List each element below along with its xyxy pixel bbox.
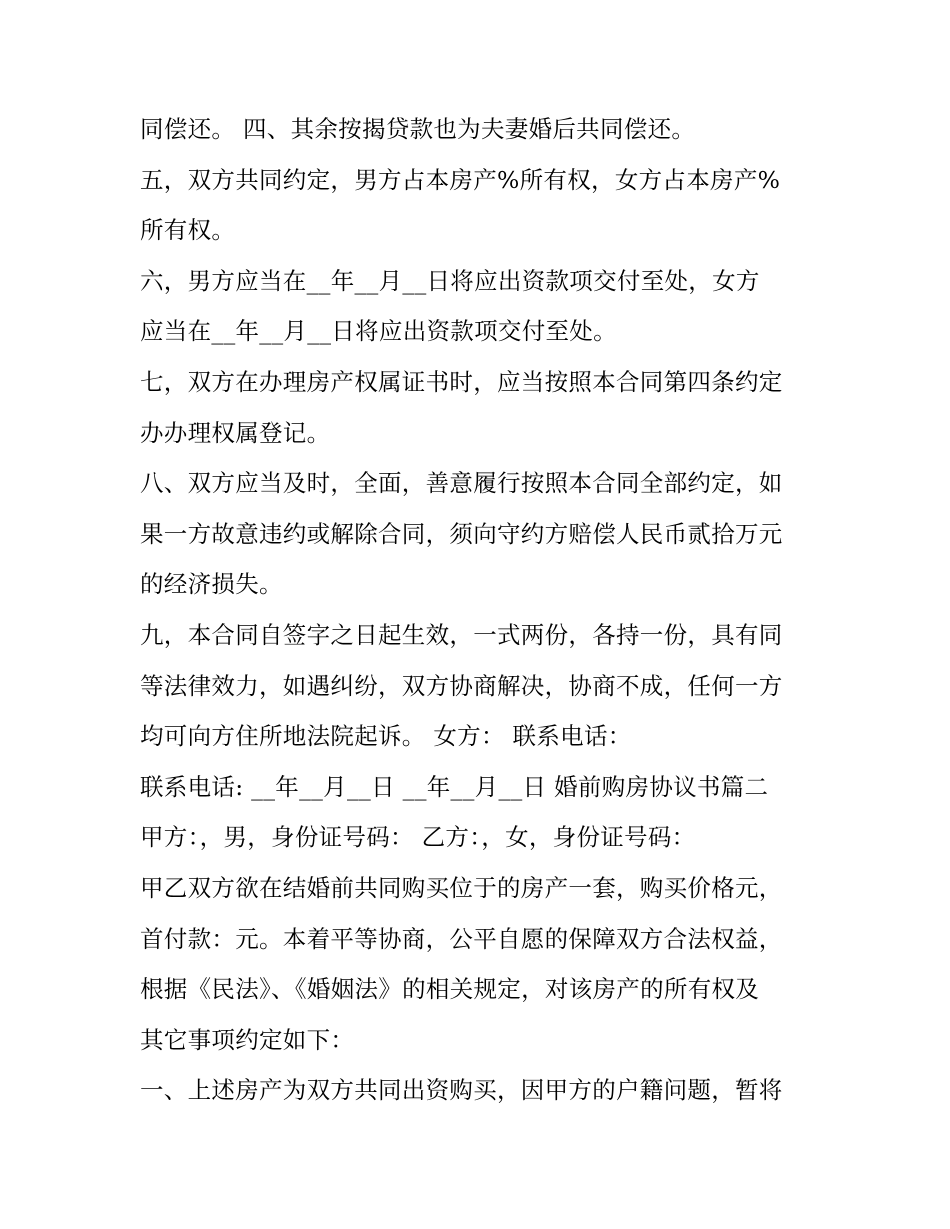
text-line: 均可向方住所地法院起诉。 女方： 联系电话： [140, 722, 632, 751]
text-line: 应当在__年__月__日将应出资款项交付至处。 [140, 317, 617, 346]
text-line: 首付款：元。本着平等协商，公平自愿的保障双方合法权益， [140, 924, 783, 953]
text-line: 五，双方共同约定，男方占本房产%所有权，女方占本房产% [140, 165, 781, 194]
document-body [140, 104, 820, 1116]
text-line: 根据《民法》、《婚姻法》的相关规定，对该房产的所有权及 [140, 975, 760, 1004]
text-line: 九，本合同自签字之日起生效，一式两份，各持一份，具有同 [140, 620, 783, 649]
text-line: 所有权。 [140, 216, 236, 245]
text-line: 七，双方在办理房产权属证书时，应当按照本合同第四条约定 [140, 367, 783, 396]
text-line: 甲乙双方欲在结婚前共同购买位于的房产一套，购买价格元， [140, 873, 783, 902]
text-line: 同偿还。 四、其余按揭贷款也为夫妻婚后共同偿还。 [140, 115, 696, 143]
text-line: 甲方：，男，身份证号码： 乙方：，女，身份证号码： [140, 823, 696, 852]
text-line: 办办理权属登记。 [140, 418, 331, 447]
text-line: 八、双方应当及时，全面，善意履行按照本合同全部约定，如 [140, 469, 783, 498]
text-line: 其它事项约定如下： [140, 1025, 355, 1054]
text-line: 六，男方应当在__年__月__日将应出资款项交付至处，女方 [140, 266, 760, 295]
text-line: 的经济损失。 [140, 570, 283, 599]
text-line: 联系电话: __年__月__日 __年__月__日 婚前购房协议书篇二 [140, 772, 769, 801]
text-line: 果一方故意违约或解除合同，须向守约方赔偿人民币贰拾万元 [140, 519, 783, 548]
text-line: 一、上述房产为双方共同出资购买，因甲方的户籍问题，暂将 [140, 1076, 783, 1105]
text-line: 等法律效力，如遇纠纷，双方协商解决，协商不成，任何一方 [140, 671, 783, 700]
